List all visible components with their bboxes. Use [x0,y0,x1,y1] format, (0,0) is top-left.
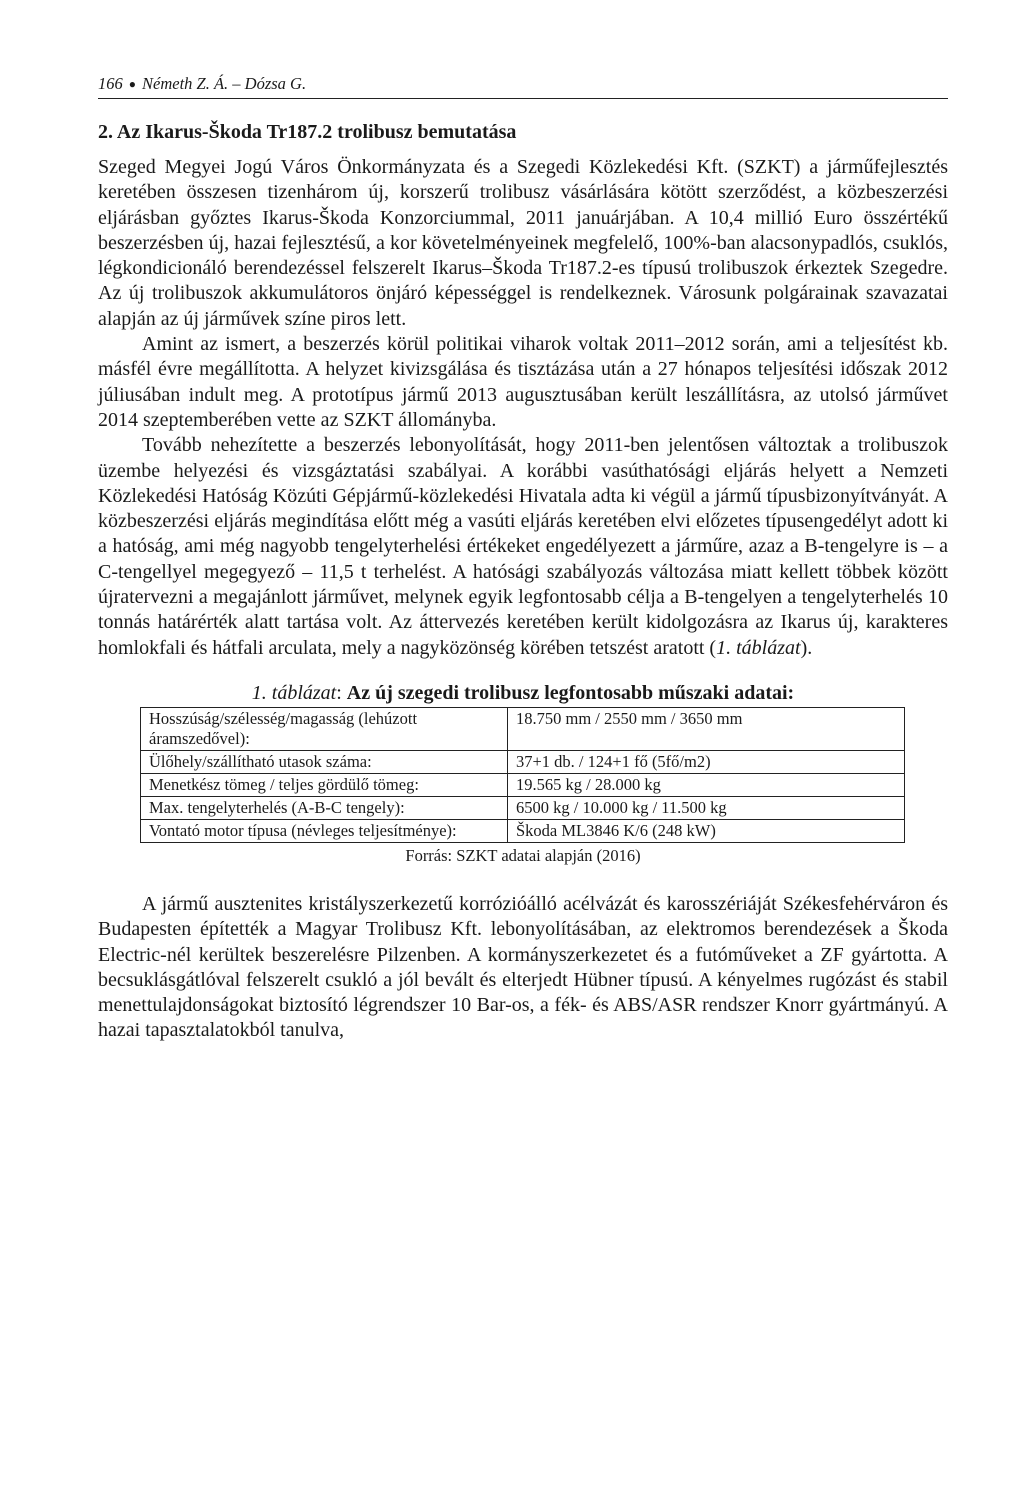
paragraph-4: A jármű ausztenites kristályszerkezetű korrózióálló acélvázát és karosszériáját Székesfehérváron és Budapesten építették a Magyar Trolibusz Kft. lebonyolításában, az elektromos berendezések a Škoda Electric-nél kerültek beszerelésre Pilzenben. A kormányszerkezetet és a futóműveket a ZF gyártotta. A becsuklásgátlóval felszerelt csukló a jól bevált és elterjedt Hübner típusú. A kényelmes rugózást és stabil menettulajdonságokat biztosító légrendszer 10 Bar-os, a fék- és ABS/ASR rendszer Knorr gyártmányú. A hazai tapasztalatokból tanulva, [98,892,948,1042]
page-number: 166 [98,74,123,93]
table-caption [98,681,948,705]
paragraph-3 [98,433,948,661]
table-cell-value: 18.750 mm / 2550 mm / 3650 mm [508,707,905,750]
table-row [141,796,905,819]
section-title: 2. Az Ikarus-Škoda Tr187.2 trolibusz bemutatása [98,121,517,143]
bullet-icon: ● [128,77,136,91]
running-head [98,72,948,99]
table-caption-separator: : [336,681,347,704]
table-cell-value: Škoda ML3846 K/6 (248 kW) [508,819,905,842]
table-cell-label: Max. tengelyterhelés (A-B-C tengely): [141,796,508,819]
table-reference: 1. táblázat [716,636,801,659]
table-cell-label: Hosszúság/szélesség/magasság (lehúzott áramszedővel): [141,707,508,750]
specs-table [140,707,905,843]
paragraph-2: Amint az ismert, a beszerzés körül politikai viharok voltak 2011–2012 során, ami a teljesítést kb. másfél évre megállította. A helyzet kivizsgálása és tisztázása után a 27 hónapos teljesítési időszak 2012 júliusában indult meg. A prototípus jármű 2013 augusztusában került leszállításra, az utolsó járművet 2014 szeptemberében vette az SZKT állományba. [98,333,948,431]
paragraph-1: Szeged Megyei Jogú Város Önkormányzata és a Szegedi Közlekedési Kft. (SZKT) a járműfejlesztés keretében összesen tizenhárom új, korszerű trolibusz vásárlására kötött szerződést, a közbeszerzési eljárásban győztes Ikarus-Škoda Konzorciummal, 2011 januárjában. A 10,4 millió Euro összértékű beszerzésben új, hazai fejlesztésű, a kor követelményeinek megfelelő, 100%-ban alacsonypadlós, csuklós, légkondicionáló berendezéssel felszerelt Ikarus–Škoda Tr187.2-es típusú trolibuszok érkeztek Szegedre. Az új trolibuszok akkumulátoros önjáró képességgel is rendelkeznek. Városunk polgárainak szavazatai alapján az új járművek színe piros lett. [98,156,948,330]
table-cell-label: Menetkész tömeg / teljes gördülő tömeg: [141,773,508,796]
paragraph-3-text: Tovább nehezítette a beszerzés lebonyolítását, hogy 2011-ben jelentősen változtak a trolibuszok üzembe helyezési és vizsgáztatási szabályai. A korábbi vasúthatósági eljárás helyett a Nemzeti Közlekedési Hatóság Közúti Gépjármű-közlekedési Hivatala adta ki végül a jármű típusbizonyítványát. A közbeszerzési eljárás megindítása előtt még a vasúti eljárás keretében elvi előzetes típusengedélyt adott ki a hatóság, ami még nagyobb tengelyterhelési értékeket engedélyezett a járműre, azaz a B-tengelyre is – a C-tengellyel megegyező – 11,5 t terhelést. A hatósági szabályozás változása miatt kellett többek között újratervezni a megajánlott járművet, melynek egyik legfontosabb célja a B-tengelyen a tengelyterhelés 10 tonnás határérték alatt tartása volt. Az áttervezés keretében került kidolgozásra az Ikarus új, karakteres homlokfali és hátfali arculata, mely a nagyközönség körében tetszést aratott ( [98,434,948,659]
table-caption-number: 1. táblázat [251,681,337,704]
table-caption-title: Az új szegedi trolibusz legfontosabb műszaki adatai: [346,681,795,704]
table-row [141,707,905,750]
table-row [141,750,905,773]
paragraph-3-end: ). [800,636,813,659]
page [98,72,948,1044]
table-cell-value: 37+1 db. / 124+1 fő (5fő/m2) [508,750,905,773]
authors: Németh Z. Á. – Dózsa G. [142,74,307,93]
table-cell-label: Ülőhely/szállítható utasok száma: [141,750,508,773]
table-cell-value: 19.565 kg / 28.000 kg [508,773,905,796]
table-row [141,773,905,796]
table-cell-value: 6500 kg / 10.000 kg / 11.500 kg [508,796,905,819]
table-cell-label: Vontató motor típusa (névleges teljesítménye): [141,819,508,842]
table-source: Forrás: SZKT adatai alapján (2016) [405,845,641,865]
table-row [141,819,905,842]
